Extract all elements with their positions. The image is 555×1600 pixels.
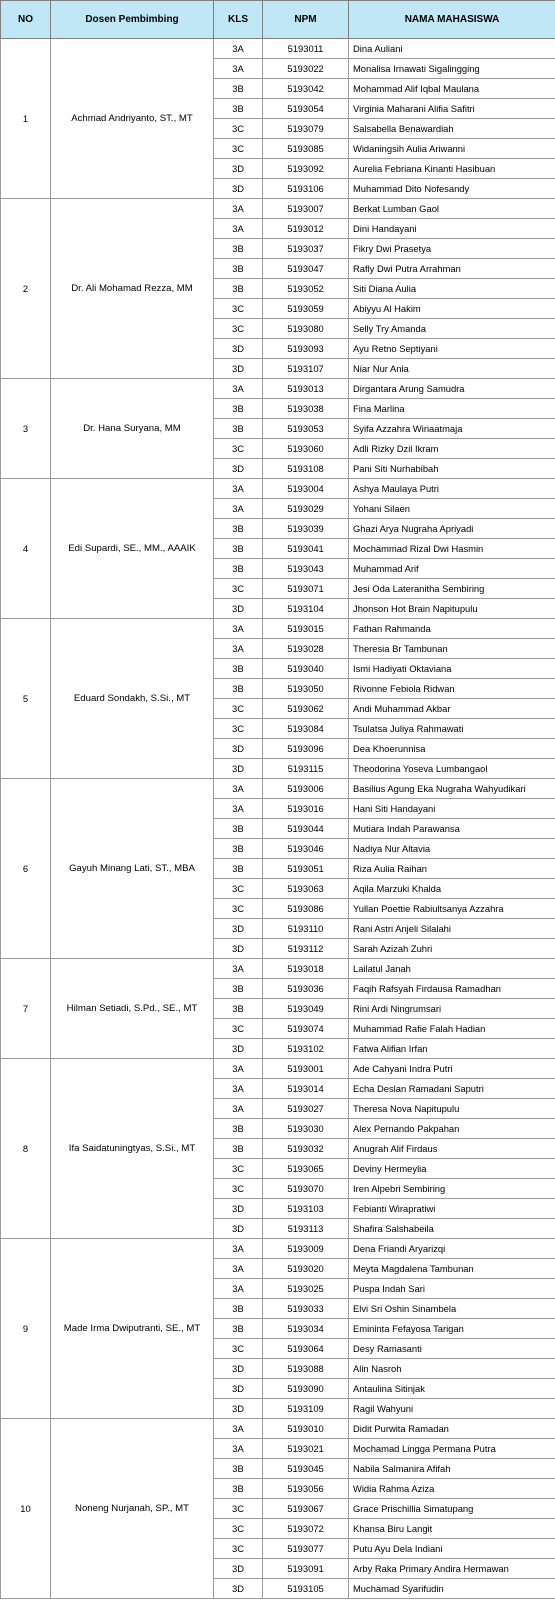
npm-cell: 5193018 — [263, 959, 349, 979]
student-name-cell: Rani Astri Anjeli Silalahi — [349, 919, 555, 939]
student-name-cell: Dini Handayani — [349, 219, 555, 239]
student-name-cell: Muchamad Syarifudin — [349, 1579, 555, 1599]
student-name-cell: Lailatul Janah — [349, 959, 555, 979]
student-name-cell: Desy Ramasanti — [349, 1339, 555, 1359]
class-cell: 3A — [214, 199, 263, 219]
student-name-cell: Rafly Dwi Putra Arrahman — [349, 259, 555, 279]
advisor-name: Edi Supardi, SE., MM., AAAIK — [51, 479, 214, 619]
table-header — [1, 1, 555, 39]
student-name-cell: Rini Ardi Ningrumsari — [349, 999, 555, 1019]
student-name-cell: Alin Nasroh — [349, 1359, 555, 1379]
student-name-cell: Deviny Hermeylia — [349, 1159, 555, 1179]
advisor-name: Noneng Nurjanah, SP., MT — [51, 1419, 214, 1599]
class-cell: 3B — [214, 279, 263, 299]
npm-cell: 5193044 — [263, 819, 349, 839]
npm-cell: 5193086 — [263, 899, 349, 919]
student-name-cell: Echa Deslan Ramadani Saputri — [349, 1079, 555, 1099]
npm-cell: 5193016 — [263, 799, 349, 819]
npm-cell: 5193067 — [263, 1499, 349, 1519]
student-name-cell: Fathan Rahmanda — [349, 619, 555, 639]
student-name-cell: Elvi Sri Oshin Sinambela — [349, 1299, 555, 1319]
class-cell: 3A — [214, 619, 263, 639]
npm-cell: 5193020 — [263, 1259, 349, 1279]
header-nama: NAMA MAHASISWA — [349, 1, 555, 39]
class-cell: 3C — [214, 1179, 263, 1199]
table-row — [1, 479, 555, 499]
npm-cell: 5193014 — [263, 1079, 349, 1099]
student-name-cell: Pani Siti Nurhabibah — [349, 459, 555, 479]
npm-cell: 5193046 — [263, 839, 349, 859]
group-number: 1 — [1, 39, 51, 199]
npm-cell: 5193063 — [263, 879, 349, 899]
student-name-cell: Dirgantara Arung Samudra — [349, 379, 555, 399]
npm-cell: 5193053 — [263, 419, 349, 439]
student-name-cell: Meyta Magdalena Tambunan — [349, 1259, 555, 1279]
npm-cell: 5193085 — [263, 139, 349, 159]
group-number: 3 — [1, 379, 51, 479]
student-name-cell: Riza Aulia Raihan — [349, 859, 555, 879]
class-cell: 3C — [214, 439, 263, 459]
class-cell: 3A — [214, 219, 263, 239]
advisor-name: Made Irma Dwiputranti, SE., MT — [51, 1239, 214, 1419]
npm-cell: 5193059 — [263, 299, 349, 319]
student-name-cell: Ade Cahyani Indra Putri — [349, 1059, 555, 1079]
npm-cell: 5193052 — [263, 279, 349, 299]
student-name-cell: Dina Auliani — [349, 39, 555, 59]
student-name-cell: Dena Friandi Aryarizqi — [349, 1239, 555, 1259]
student-name-cell: Theodorina Yoseva Lumbangaol — [349, 759, 555, 779]
class-cell: 3D — [214, 359, 263, 379]
npm-cell: 5193093 — [263, 339, 349, 359]
table-row — [1, 379, 555, 399]
npm-cell: 5193040 — [263, 659, 349, 679]
table-row — [1, 199, 555, 219]
npm-cell: 5193062 — [263, 699, 349, 719]
class-cell: 3D — [214, 339, 263, 359]
student-name-cell: Emininta Fefayosa Tarigan — [349, 1319, 555, 1339]
class-cell: 3B — [214, 659, 263, 679]
npm-cell: 5193070 — [263, 1179, 349, 1199]
student-name-cell: Puspa Indah Sari — [349, 1279, 555, 1299]
header-npm: NPM — [263, 1, 349, 39]
class-cell: 3C — [214, 1019, 263, 1039]
class-cell: 3C — [214, 1519, 263, 1539]
class-cell: 3A — [214, 959, 263, 979]
student-name-cell: Mohammad Alif Iqbal Maulana — [349, 79, 555, 99]
class-cell: 3B — [214, 1119, 263, 1139]
class-cell: 3C — [214, 699, 263, 719]
header-dosen: Dosen Pembimbing — [51, 1, 214, 39]
npm-cell: 5193047 — [263, 259, 349, 279]
student-name-cell: Niar Nur Ania — [349, 359, 555, 379]
class-cell: 3A — [214, 779, 263, 799]
npm-cell: 5193104 — [263, 599, 349, 619]
class-cell: 3B — [214, 559, 263, 579]
student-name-cell: Faqih Rafsyah Firdausa Ramadhan — [349, 979, 555, 999]
npm-cell: 5193074 — [263, 1019, 349, 1039]
npm-cell: 5193080 — [263, 319, 349, 339]
npm-cell: 5193030 — [263, 1119, 349, 1139]
student-name-cell: Antaulina Sitinjak — [349, 1379, 555, 1399]
class-cell: 3D — [214, 939, 263, 959]
student-name-cell: Ghazi Arya Nugraha Apriyadi — [349, 519, 555, 539]
class-cell: 3B — [214, 859, 263, 879]
student-name-cell: Basilius Agung Eka Nugraha Wahyudikari — [349, 779, 555, 799]
npm-cell: 5193084 — [263, 719, 349, 739]
npm-cell: 5193108 — [263, 459, 349, 479]
class-cell: 3D — [214, 1199, 263, 1219]
table-row — [1, 39, 555, 59]
npm-cell: 5193113 — [263, 1219, 349, 1239]
npm-cell: 5193060 — [263, 439, 349, 459]
npm-cell: 5193077 — [263, 1539, 349, 1559]
student-name-cell: Iren Alpebri Sembiring — [349, 1179, 555, 1199]
table-row — [1, 779, 555, 799]
group-number: 4 — [1, 479, 51, 619]
npm-cell: 5193010 — [263, 1419, 349, 1439]
npm-cell: 5193039 — [263, 519, 349, 539]
advisor-name: Hilman Setiadi, S.Pd., SE., MT — [51, 959, 214, 1059]
npm-cell: 5193012 — [263, 219, 349, 239]
npm-cell: 5193102 — [263, 1039, 349, 1059]
npm-cell: 5193027 — [263, 1099, 349, 1119]
student-name-cell: Ragil Wahyuni — [349, 1399, 555, 1419]
npm-cell: 5193029 — [263, 499, 349, 519]
class-cell: 3D — [214, 1399, 263, 1419]
class-cell: 3B — [214, 259, 263, 279]
class-cell: 3C — [214, 139, 263, 159]
npm-cell: 5193041 — [263, 539, 349, 559]
class-cell: 3C — [214, 1159, 263, 1179]
class-cell: 3B — [214, 1139, 263, 1159]
class-cell: 3A — [214, 799, 263, 819]
class-cell: 3A — [214, 639, 263, 659]
student-name-cell: Aurelia Febriana Kinanti Hasibuan — [349, 159, 555, 179]
class-cell: 3C — [214, 119, 263, 139]
npm-cell: 5193115 — [263, 759, 349, 779]
npm-cell: 5193032 — [263, 1139, 349, 1159]
student-name-cell: Mutiara Indah Parawansa — [349, 819, 555, 839]
student-name-cell: Siti Diana Aulia — [349, 279, 555, 299]
group-number: 7 — [1, 959, 51, 1059]
student-name-cell: Shafira Salshabeila — [349, 1219, 555, 1239]
table-row — [1, 619, 555, 639]
npm-cell: 5193049 — [263, 999, 349, 1019]
student-name-cell: Virginia Maharani Alifia Safitri — [349, 99, 555, 119]
npm-cell: 5193021 — [263, 1439, 349, 1459]
student-name-cell: Abiyyu Al Hakim — [349, 299, 555, 319]
class-cell: 3B — [214, 679, 263, 699]
npm-cell: 5193064 — [263, 1339, 349, 1359]
npm-cell: 5193001 — [263, 1059, 349, 1079]
npm-cell: 5193092 — [263, 159, 349, 179]
class-cell: 3B — [214, 1319, 263, 1339]
npm-cell: 5193079 — [263, 119, 349, 139]
class-cell: 3A — [214, 379, 263, 399]
student-name-cell: Febianti Wirapratiwi — [349, 1199, 555, 1219]
student-name-cell: Yullan Poettie Rabiultsanya Azzahra — [349, 899, 555, 919]
npm-cell: 5193112 — [263, 939, 349, 959]
class-cell: 3B — [214, 519, 263, 539]
class-cell: 3D — [214, 1379, 263, 1399]
student-name-cell: Alex Pernando Pakpahan — [349, 1119, 555, 1139]
student-name-cell: Jhonson Hot Brain Napitupulu — [349, 599, 555, 619]
group-number: 2 — [1, 199, 51, 379]
npm-cell: 5193013 — [263, 379, 349, 399]
student-name-cell: Nadiya Nur Altavia — [349, 839, 555, 859]
group-number: 8 — [1, 1059, 51, 1239]
npm-cell: 5193006 — [263, 779, 349, 799]
class-cell: 3D — [214, 179, 263, 199]
npm-cell: 5193091 — [263, 1559, 349, 1579]
class-cell: 3A — [214, 1099, 263, 1119]
student-name-cell: Theresa Nova Napitupulu — [349, 1099, 555, 1119]
class-cell: 3A — [214, 479, 263, 499]
class-cell: 3C — [214, 879, 263, 899]
student-name-cell: Sarah Azizah Zuhri — [349, 939, 555, 959]
student-name-cell: Adli Rizky Dzil Ikram — [349, 439, 555, 459]
table-row — [1, 1419, 555, 1439]
class-cell: 3B — [214, 239, 263, 259]
class-cell: 3C — [214, 1339, 263, 1359]
npm-cell: 5193028 — [263, 639, 349, 659]
class-cell: 3A — [214, 1419, 263, 1439]
student-name-cell: Fina Marlina — [349, 399, 555, 419]
npm-cell: 5193025 — [263, 1279, 349, 1299]
npm-cell: 5193054 — [263, 99, 349, 119]
student-name-cell: Mochammad Rizal Dwi Hasmin — [349, 539, 555, 559]
student-name-cell: Dea Khoerunnisa — [349, 739, 555, 759]
class-cell: 3B — [214, 99, 263, 119]
npm-cell: 5193071 — [263, 579, 349, 599]
table-row — [1, 1239, 555, 1259]
student-name-cell: Muhammad Arif — [349, 559, 555, 579]
class-cell: 3B — [214, 1459, 263, 1479]
advisor-name: Ifa Saidatuningtyas, S.Si., MT — [51, 1059, 214, 1239]
npm-cell: 5193011 — [263, 39, 349, 59]
advisor-name: Achmad Andriyanto, ST., MT — [51, 39, 214, 199]
student-name-cell: Hani Siti Handayani — [349, 799, 555, 819]
class-cell: 3C — [214, 319, 263, 339]
student-name-cell: Grace Prischillia Simatupang — [349, 1499, 555, 1519]
npm-cell: 5193056 — [263, 1479, 349, 1499]
class-cell: 3B — [214, 539, 263, 559]
npm-cell: 5193050 — [263, 679, 349, 699]
class-cell: 3A — [214, 1279, 263, 1299]
student-name-cell: Anugrah Alif Firdaus — [349, 1139, 555, 1159]
npm-cell: 5193051 — [263, 859, 349, 879]
class-cell: 3D — [214, 599, 263, 619]
class-cell: 3B — [214, 979, 263, 999]
class-cell: 3C — [214, 299, 263, 319]
student-name-cell: Monalisa Irnawati Sigalingging — [349, 59, 555, 79]
student-name-cell: Ismi Hadiyati Oktaviana — [349, 659, 555, 679]
student-name-cell: Ayu Retno Septiyani — [349, 339, 555, 359]
student-name-cell: Aqila Marzuki Khalda — [349, 879, 555, 899]
class-cell: 3C — [214, 719, 263, 739]
student-name-cell: Muhammad Rafie Falah Hadian — [349, 1019, 555, 1039]
npm-cell: 5193036 — [263, 979, 349, 999]
class-cell: 3B — [214, 419, 263, 439]
student-name-cell: Khansa Biru Langit — [349, 1519, 555, 1539]
class-cell: 3B — [214, 1479, 263, 1499]
student-name-cell: Fikry Dwi Prasetya — [349, 239, 555, 259]
student-name-cell: Fatwa Alifian Irfan — [349, 1039, 555, 1059]
group-number: 6 — [1, 779, 51, 959]
npm-cell: 5193065 — [263, 1159, 349, 1179]
student-name-cell: Mochamad Lingga Permana Putra — [349, 1439, 555, 1459]
npm-cell: 5193090 — [263, 1379, 349, 1399]
npm-cell: 5193038 — [263, 399, 349, 419]
student-name-cell: Selly Try Amanda — [349, 319, 555, 339]
class-cell: 3D — [214, 1559, 263, 1579]
class-cell: 3B — [214, 1299, 263, 1319]
class-cell: 3A — [214, 1059, 263, 1079]
npm-cell: 5193033 — [263, 1299, 349, 1319]
advisor-name: Eduard Sondakh, S.Si., MT — [51, 619, 214, 779]
npm-cell: 5193088 — [263, 1359, 349, 1379]
npm-cell: 5193007 — [263, 199, 349, 219]
class-cell: 3D — [214, 919, 263, 939]
class-cell: 3D — [214, 759, 263, 779]
class-cell: 3D — [214, 459, 263, 479]
class-cell: 3A — [214, 59, 263, 79]
class-cell: 3A — [214, 1439, 263, 1459]
npm-cell: 5193043 — [263, 559, 349, 579]
group-number: 10 — [1, 1419, 51, 1599]
student-name-cell: Andi Muhammad Akbar — [349, 699, 555, 719]
npm-cell: 5193105 — [263, 1579, 349, 1599]
advisor-name: Gayuh Minang Lati, ST., MBA — [51, 779, 214, 959]
npm-cell: 5193110 — [263, 919, 349, 939]
npm-cell: 5193107 — [263, 359, 349, 379]
class-cell: 3D — [214, 1579, 263, 1599]
class-cell: 3C — [214, 1539, 263, 1559]
npm-cell: 5193034 — [263, 1319, 349, 1339]
student-name-cell: Theresia Br Tambunan — [349, 639, 555, 659]
class-cell: 3C — [214, 1499, 263, 1519]
class-cell: 3A — [214, 1239, 263, 1259]
student-name-cell: Arby Raka Primary Andira Hermawan — [349, 1559, 555, 1579]
class-cell: 3B — [214, 999, 263, 1019]
student-name-cell: Syifa Azzahra Wiriaatmaja — [349, 419, 555, 439]
advisor-name: Dr. Hana Suryana, MM — [51, 379, 214, 479]
student-name-cell: Berkat Lumban Gaol — [349, 199, 555, 219]
table-row — [1, 1059, 555, 1079]
header-no: NO — [1, 1, 51, 39]
student-name-cell: Rivonne Febiola Ridwan — [349, 679, 555, 699]
npm-cell: 5193096 — [263, 739, 349, 759]
class-cell: 3B — [214, 839, 263, 859]
table-row — [1, 959, 555, 979]
student-name-cell: Widaningsih Aulia Ariwanni — [349, 139, 555, 159]
student-name-cell: Ashya Maulaya Putri — [349, 479, 555, 499]
class-cell: 3C — [214, 899, 263, 919]
group-number: 5 — [1, 619, 51, 779]
class-cell: 3D — [214, 739, 263, 759]
class-cell: 3D — [214, 1359, 263, 1379]
advisor-name: Dr. Ali Mohamad Rezza, MM — [51, 199, 214, 379]
class-cell: 3C — [214, 579, 263, 599]
npm-cell: 5193106 — [263, 179, 349, 199]
npm-cell: 5193045 — [263, 1459, 349, 1479]
class-cell: 3A — [214, 499, 263, 519]
npm-cell: 5193004 — [263, 479, 349, 499]
header-kls: KLS — [214, 1, 263, 39]
class-cell: 3B — [214, 399, 263, 419]
class-cell: 3B — [214, 79, 263, 99]
npm-cell: 5193015 — [263, 619, 349, 639]
npm-cell: 5193109 — [263, 1399, 349, 1419]
student-name-cell: Nabila Salmanira Afifah — [349, 1459, 555, 1479]
class-cell: 3D — [214, 159, 263, 179]
header-row — [1, 1, 555, 39]
class-cell: 3D — [214, 1219, 263, 1239]
npm-cell: 5193037 — [263, 239, 349, 259]
student-name-cell: Yohani Silaen — [349, 499, 555, 519]
group-number: 9 — [1, 1239, 51, 1419]
student-name-cell: Muhammad Dito Nofesandy — [349, 179, 555, 199]
student-name-cell: Didit Purwita Ramadan — [349, 1419, 555, 1439]
class-cell: 3A — [214, 1079, 263, 1099]
npm-cell: 5193072 — [263, 1519, 349, 1539]
table-body — [1, 39, 555, 1599]
npm-cell: 5193103 — [263, 1199, 349, 1219]
class-cell: 3A — [214, 1259, 263, 1279]
class-cell: 3D — [214, 1039, 263, 1059]
npm-cell: 5193009 — [263, 1239, 349, 1259]
student-name-cell: Tsulatsa Juliya Rahmawati — [349, 719, 555, 739]
npm-cell: 5193042 — [263, 79, 349, 99]
student-name-cell: Jesi Oda Lateranitha Sembiring — [349, 579, 555, 599]
class-cell: 3A — [214, 39, 263, 59]
class-cell: 3B — [214, 819, 263, 839]
student-name-cell: Putu Ayu Dela Indiani — [349, 1539, 555, 1559]
student-name-cell: Salsabella Benawardiah — [349, 119, 555, 139]
npm-cell: 5193022 — [263, 59, 349, 79]
student-name-cell: Widia Rahma Aziza — [349, 1479, 555, 1499]
